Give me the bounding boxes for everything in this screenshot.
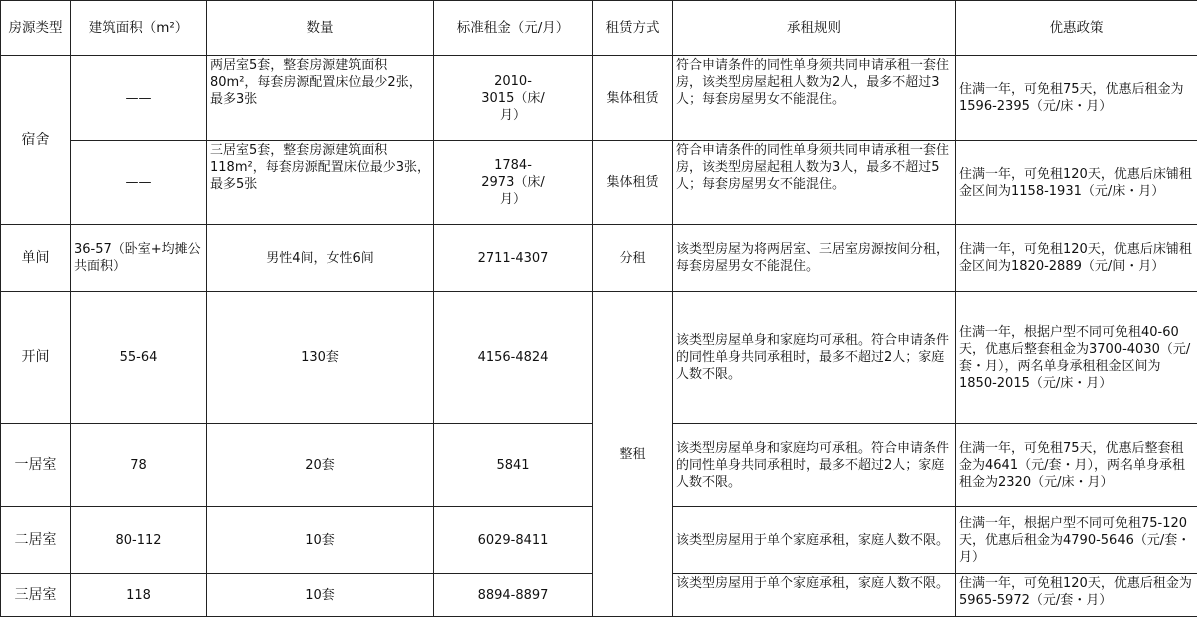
header-row xyxy=(1,1,1197,56)
rule-cell: 该类型房屋单身和家庭均可承租。符合申请条件的同性单身共同承租时，最多不超过2人；家庭人数不限。 xyxy=(673,424,956,507)
mode-cell: 整租 xyxy=(593,292,673,617)
policy-cell: 住满一年，根据户型不同可免租75-120天，优惠后租金为4790-5646（元/套・月） xyxy=(956,507,1197,574)
rule-cell: 符合申请条件的同性单身须共同申请承租一套住房，该类型房屋起租人数为2人，最多不超过3人；每套房屋男女不能混住。 xyxy=(673,56,956,141)
policy-cell: 住满一年，可免租120天，优惠后床铺租金区间为1820-2889（元/间・月） xyxy=(956,225,1197,292)
quantity-cell: 男性4间，女性6间 xyxy=(207,225,434,292)
table-row xyxy=(1,225,1197,292)
type-cell: 一居室 xyxy=(1,424,71,507)
rent-cell: 1784-2973（床/月） xyxy=(434,141,593,225)
area-cell: —— xyxy=(71,141,207,225)
quantity-cell: 10套 xyxy=(207,574,434,617)
policy-cell: 住满一年，可免租120天，优惠后床铺租金区间为1158-1931（元/床・月） xyxy=(956,141,1197,225)
area-cell: 55-64 xyxy=(71,292,207,424)
area-cell: 118 xyxy=(71,574,207,617)
rule-cell: 该类型房屋用于单个家庭承租，家庭人数不限。 xyxy=(673,507,956,574)
area-cell: 78 xyxy=(71,424,207,507)
area-cell: 36-57（卧室+均摊公共面积） xyxy=(71,225,207,292)
rule-cell: 该类型房屋单身和家庭均可承租。符合申请条件的同性单身共同承租时，最多不超过2人；家庭人数不限。 xyxy=(673,292,956,424)
header-cell-mode: 租赁方式 xyxy=(593,1,673,56)
rent-cell: 2010-3015（床/月） xyxy=(434,56,593,141)
type-cell: 单间 xyxy=(1,225,71,292)
rule-cell: 该类型房屋为将两居室、三居室房源按间分租，每套房屋男女不能混住。 xyxy=(673,225,956,292)
table-row xyxy=(1,56,1197,141)
table-row xyxy=(1,141,1197,225)
policy-cell: 住满一年，可免租75天，优惠后租金为1596-2395（元/床・月） xyxy=(956,56,1197,141)
area-cell: —— xyxy=(71,56,207,141)
header-cell-area: 建筑面积（m²） xyxy=(71,1,207,56)
quantity-cell: 两居室5套，整套房源建筑面积80m²，每套房源配置床位最少2张，最多3张 xyxy=(207,56,434,141)
policy-cell: 住满一年，可免租120天，优惠后租金为5965-5972（元/套・月） xyxy=(956,574,1197,617)
header-cell-rent: 标准租金（元/月） xyxy=(434,1,593,56)
quantity-cell: 130套 xyxy=(207,292,434,424)
mode-cell: 集体租赁 xyxy=(593,141,673,225)
quantity-cell: 三居室5套，整套房源建筑面积118m²，每套房源配置床位最少3张，最多5张 xyxy=(207,141,434,225)
rent-cell: 8894-8897 xyxy=(434,574,593,617)
quantity-cell: 20套 xyxy=(207,424,434,507)
rule-cell: 该类型房屋用于单个家庭承租，家庭人数不限。 xyxy=(673,574,956,617)
table-row xyxy=(1,292,1197,424)
type-cell: 开间 xyxy=(1,292,71,424)
header-cell-quantity: 数量 xyxy=(207,1,434,56)
rule-cell: 符合申请条件的同性单身须共同申请承租一套住房，该类型房屋起租人数为3人，最多不超过5人；每套房屋男女不能混住。 xyxy=(673,141,956,225)
type-cell: 宿舍 xyxy=(1,56,71,225)
rent-cell: 2711-4307 xyxy=(434,225,593,292)
header-cell-rule: 承租规则 xyxy=(673,1,956,56)
header-cell-type: 房源类型 xyxy=(1,1,71,56)
area-cell: 80-112 xyxy=(71,507,207,574)
mode-cell: 集体租赁 xyxy=(593,56,673,141)
rent-cell: 6029-8411 xyxy=(434,507,593,574)
header-cell-policy: 优惠政策 xyxy=(956,1,1197,56)
quantity-cell: 10套 xyxy=(207,507,434,574)
rent-cell: 4156-4824 xyxy=(434,292,593,424)
mode-cell: 分租 xyxy=(593,225,673,292)
policy-cell: 住满一年，根据户型不同可免租40-60天，优惠后整套租金为3700-4030（元/套・月），两名单身承租租金区间为1850-2015（元/床・月） xyxy=(956,292,1197,424)
policy-cell: 住满一年，可免租75天，优惠后整套租金为4641（元/套・月），两名单身承租租金为2320（元/床・月） xyxy=(956,424,1197,507)
type-cell: 三居室 xyxy=(1,574,71,617)
rent-cell: 5841 xyxy=(434,424,593,507)
type-cell: 二居室 xyxy=(1,507,71,574)
